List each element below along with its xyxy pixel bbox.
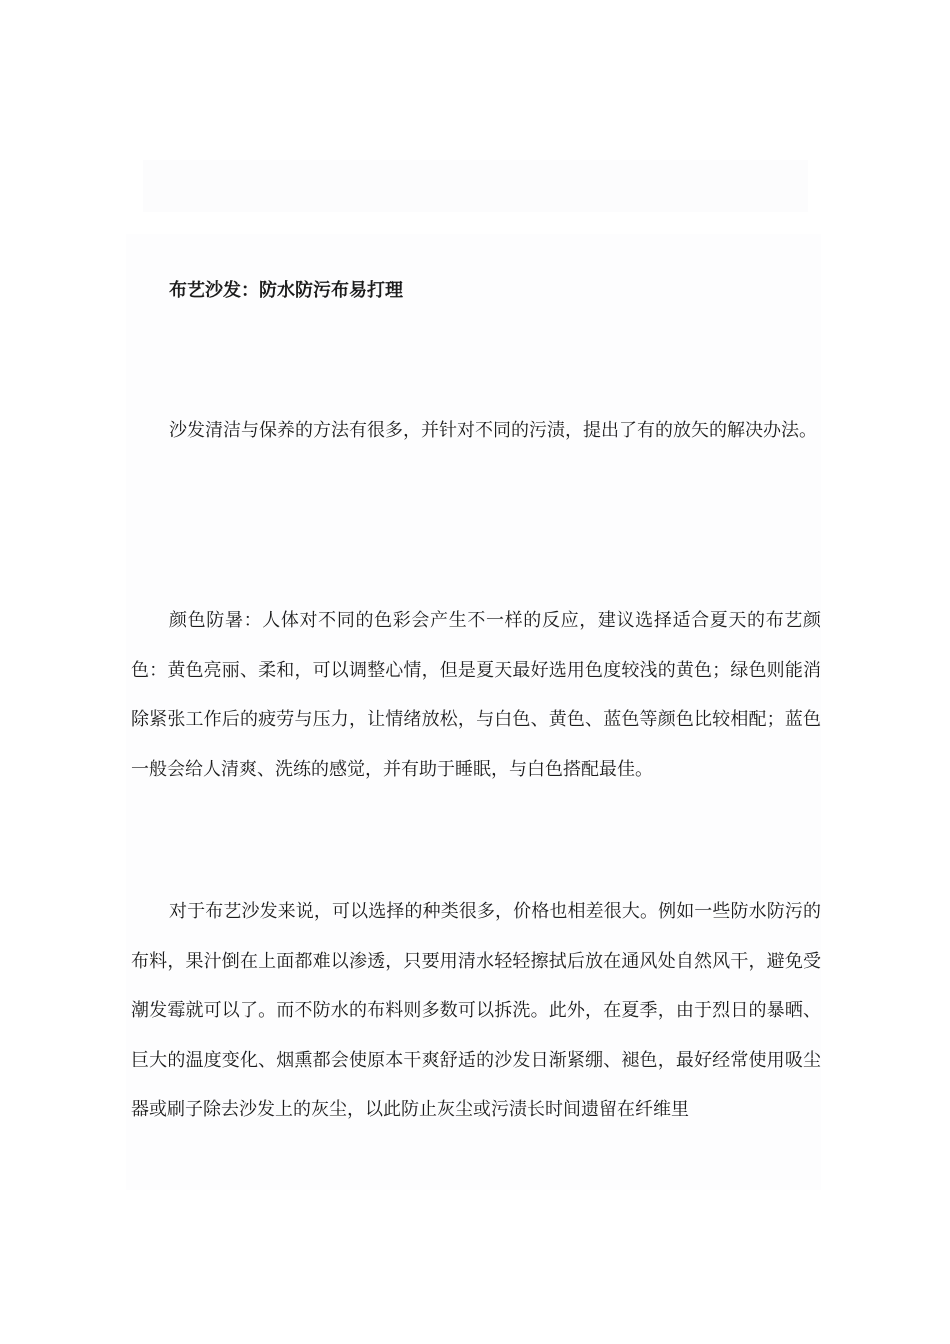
paragraph-fabric-care: 对于布艺沙发来说，可以选择的种类很多，价格也相差很大。例如一些防水防污的布料，果汁倒在上面都难以渗透，只要用清水轻轻擦拭后放在通风处自然风干，避免受潮发霉就可以了。而不防水的布料则多数可以拆洗。此外，在夏季，由于烈日的暴晒、巨大的温度变化、烟熏都会使原本干爽舒适的沙发日渐紧绷、褪色，最好经常使用吸尘器或刷子除去沙发上的灰尘，以此防止灰尘或污渍长时间遗留在纤维里 [131,901,821,1120]
paragraph-color-cooling: 颜色防暑：人体对不同的色彩会产生不一样的反应，建议选择适合夏天的布艺颜色：黄色亮丽、柔和，可以调整心情，但是夏天最好选用色度较浅的黄色；绿色则能消除紧张工作后的疲劳与压力，让情绪放松，与白色、黄色、蓝色等颜色比较相配；蓝色一般会给人清爽、洗练的感觉，并有助于睡眠，与白色搭配最佳。 [131,610,821,780]
header-shade-band [143,160,808,212]
article-heading: 布艺沙发：防水防污布易打理 [169,280,403,301]
paragraph-intro: 沙发清洁与保养的方法有很多，并针对不同的污渍，提出了有的放矢的解决办法。 [169,420,817,441]
